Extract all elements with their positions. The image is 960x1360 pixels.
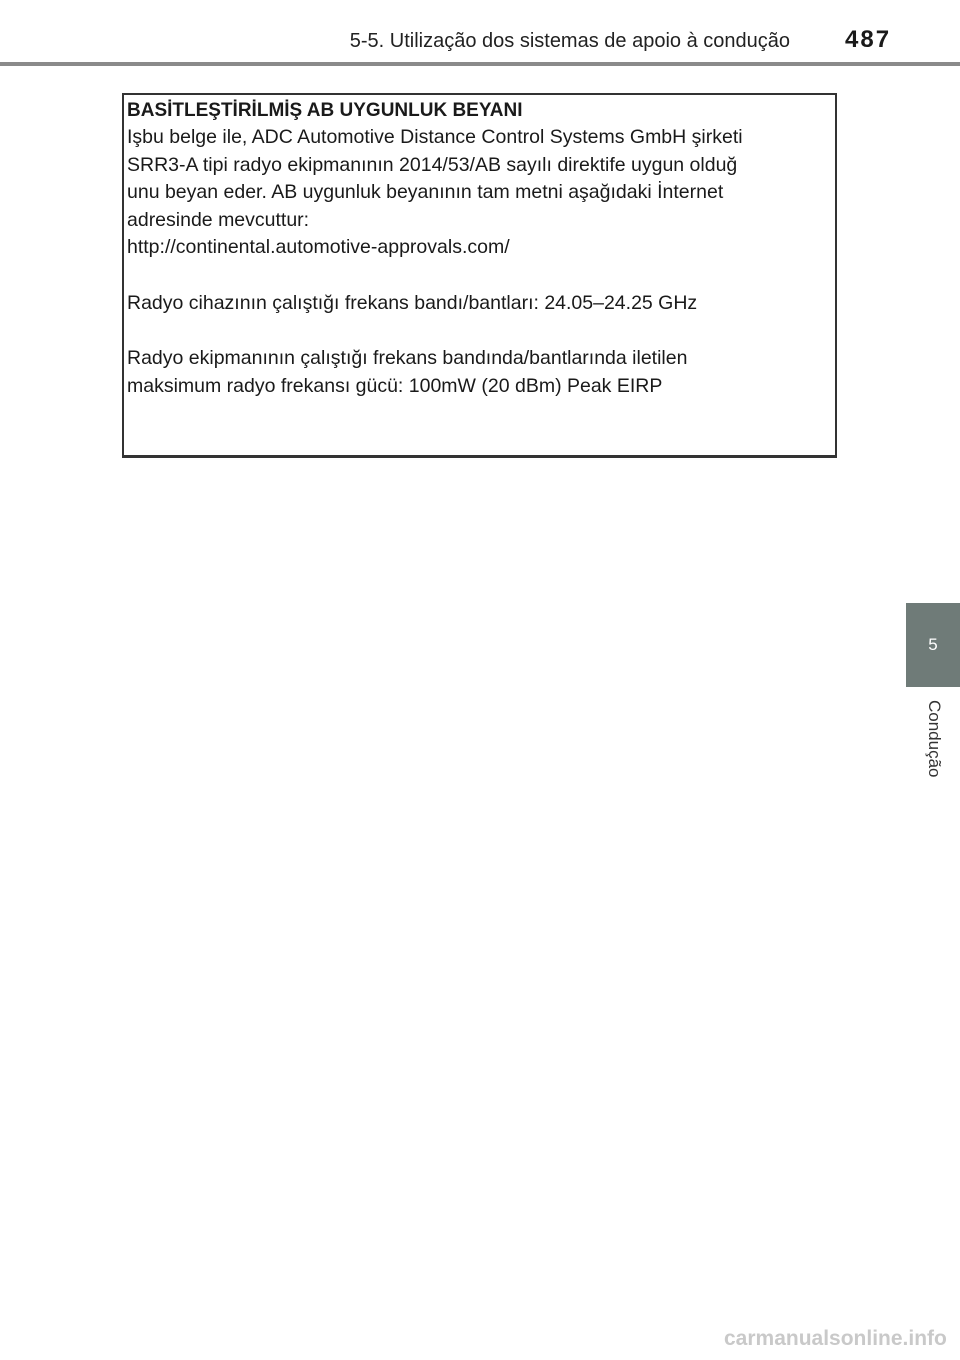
declaration-url: http://continental.automotive-approvals.com/ [127, 236, 510, 258]
power-line: maksimum radyo frekansı gücü: 100mW (20 dBm) Peak EIRP [127, 374, 663, 397]
paragraph-gap [127, 262, 835, 290]
declaration-line: adresinde mevcuttur: [127, 208, 310, 231]
chapter-number: 5 [928, 635, 938, 654]
watermark: carmanualsonline.info [724, 1327, 947, 1350]
chapter-tab [906, 603, 960, 687]
header-divider [0, 62, 960, 66]
section-title: 5-5. Utilização dos sistemas de apoio à condução [349, 30, 790, 52]
page-number: 487 [845, 26, 892, 53]
declaration-box [122, 93, 837, 458]
declaration-title: BASİTLEŞTİRİLMİŞ AB UYGUNLUK BEYANI [127, 100, 523, 121]
declaration-line: unu beyan eder. AB uygunluk beyanının tam metni aşağıdaki İnternet [127, 181, 724, 203]
chapter-label: Condução [925, 700, 944, 778]
declaration-line: SRR3-A tipi radyo ekipmanının 2014/53/AB sayılı direktife uygun olduğ [127, 153, 738, 176]
page-header [0, 0, 960, 64]
frequency-band-line: Radyo cihazının çalıştığı frekans bandı/bantları: 24.05–24.25 GHz [127, 291, 698, 314]
declaration-line: Işbu belge ile, ADC Automotive Distance Control Systems GmbH şirketi [127, 126, 743, 148]
paragraph-gap [127, 317, 835, 345]
power-line: Radyo ekipmanının çalıştığı frekans bandında/bantlarında iletilen [127, 347, 688, 369]
